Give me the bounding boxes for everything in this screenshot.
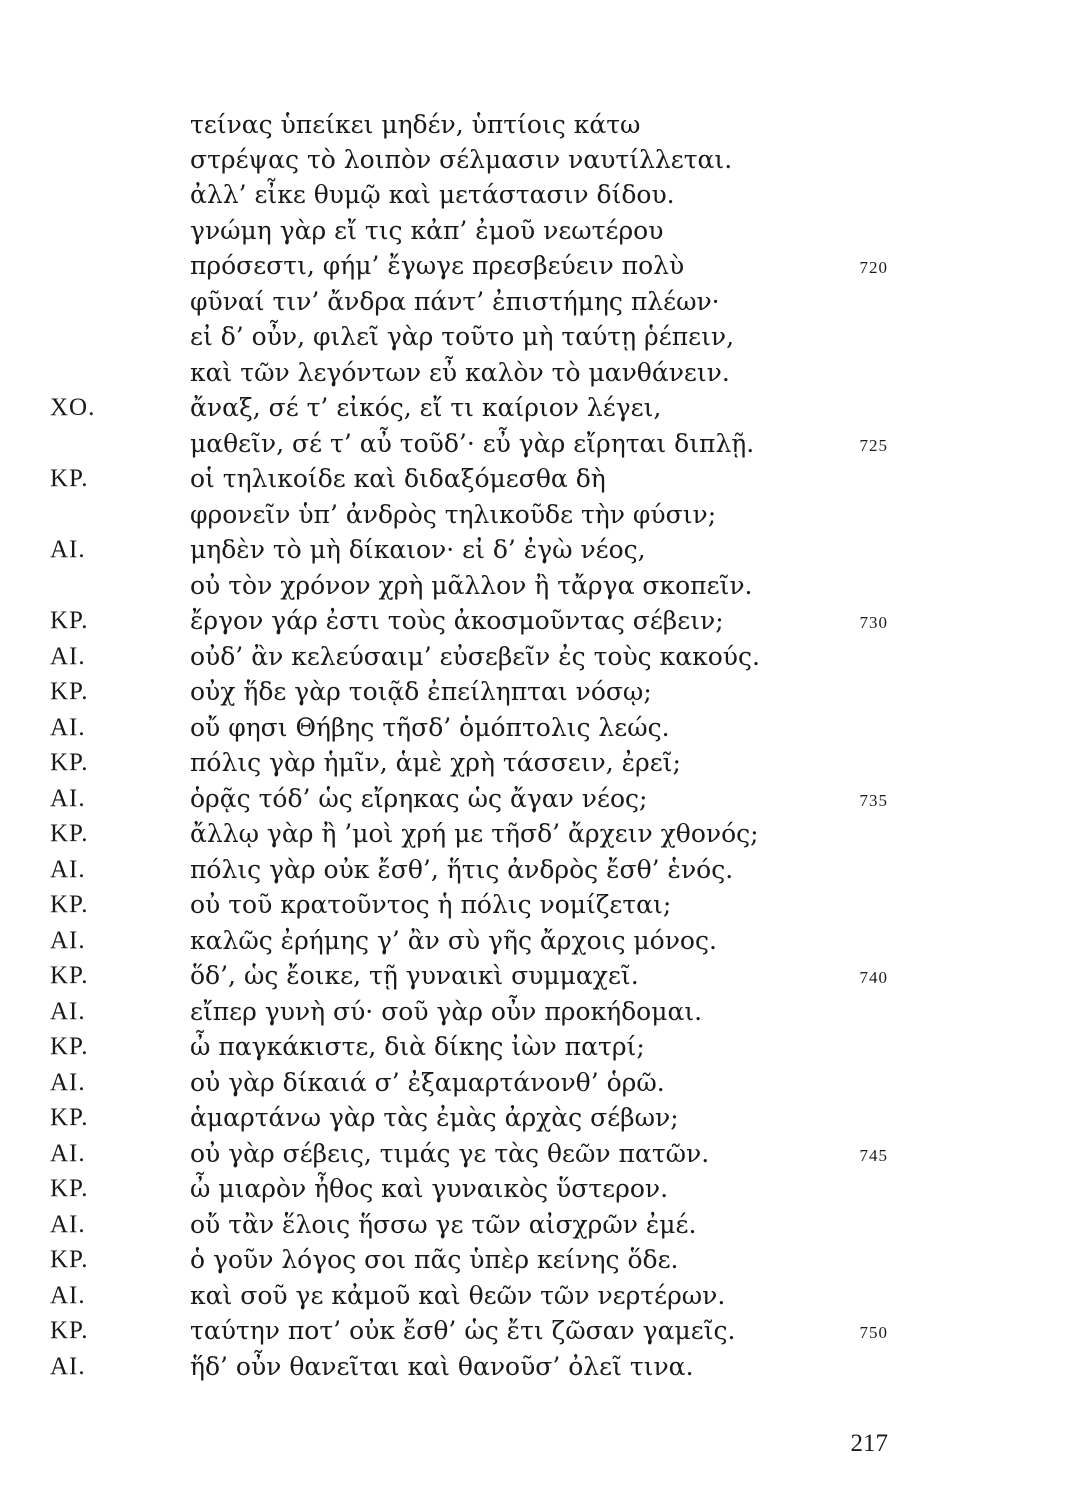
- line-number: 730: [859, 613, 888, 632]
- verse-text: μηδὲν τὸ μὴ δίκαιον· εἰ δ’ ἐγὼ νέος,: [190, 535, 646, 564]
- verse-text: στρέψας τὸ λοιπὸν σέλμασιν ναυτίλλεται.: [190, 145, 733, 174]
- verse-text: οὔ φησι Θήβης τῆσδ’ ὁμόπτολις λεώς.: [190, 713, 670, 742]
- verse-line: [0, 781, 1072, 817]
- verse-text: οἱ τηλικοίδε καὶ διδαξόμεσθα δὴ: [190, 464, 606, 493]
- speaker-label: ΚΡ.: [50, 1033, 89, 1060]
- verse-line: [0, 390, 1072, 426]
- verse-line: [0, 1100, 1072, 1136]
- verse-line: [0, 1171, 1072, 1207]
- verse-line: [0, 745, 1072, 781]
- speaker-label: ΧΟ.: [50, 394, 96, 421]
- verse-line: [0, 213, 1072, 249]
- speaker-label: ΚΡ.: [50, 1317, 89, 1344]
- verse-line: [0, 958, 1072, 994]
- verse-line: [0, 319, 1072, 355]
- verse-text: οὐ γὰρ δίκαιά σ’ ἐξαμαρτάνονθ’ ὁρῶ.: [190, 1068, 665, 1097]
- speaker-label: ΑΙ.: [50, 1140, 86, 1167]
- verse-text: ταύτην ποτ’ οὐκ ἔσθ’ ὡς ἔτι ζῶσαν γαμεῖς.: [190, 1316, 736, 1345]
- page-number: 217: [850, 1430, 888, 1457]
- line-number: 740: [859, 968, 888, 987]
- verse-line: [0, 1349, 1072, 1385]
- verse-text: ἁμαρτάνω γὰρ τὰς ἐμὰς ἀρχὰς σέβων;: [190, 1103, 679, 1132]
- speaker-label: ΑΙ.: [50, 1353, 86, 1380]
- speaker-label: ΑΙ.: [50, 643, 86, 670]
- verse-line: [0, 1136, 1072, 1172]
- verse-line: [0, 1278, 1072, 1314]
- verse-line: [0, 355, 1072, 391]
- speaker-label: ΑΙ.: [50, 927, 86, 954]
- line-number: 720: [859, 258, 888, 277]
- speaker-label: ΑΙ.: [50, 1069, 86, 1096]
- verse-text: ἄλλῳ γὰρ ἢ ’μοὶ χρή με τῆσδ’ ἄρχειν χθονός;: [190, 819, 759, 848]
- verse-line: [0, 994, 1072, 1030]
- speaker-label: ΑΙ.: [50, 714, 86, 741]
- speaker-label: ΑΙ.: [50, 785, 86, 812]
- verse-line: [0, 532, 1072, 568]
- line-number: 735: [859, 791, 888, 810]
- verse-text: ὅδ’, ὡς ἔοικε, τῇ γυναικὶ συμμαχεῖ.: [190, 961, 639, 990]
- verse-line: [0, 710, 1072, 746]
- verse-line: [0, 177, 1072, 213]
- verse-text: τείνας ὑπείκει μηδέν, ὑπτίοις κάτω: [190, 110, 641, 139]
- verse-text: οὐδ’ ἂν κελεύσαιμ’ εὐσεβεῖν ἐς τοὺς κακούς.: [190, 642, 760, 671]
- verse-line: [0, 1313, 1072, 1349]
- verse-line: [0, 1242, 1072, 1278]
- speaker-label: ΑΙ.: [50, 536, 86, 563]
- verse-text: καὶ σοῦ γε κἀμοῦ καὶ θεῶν τῶν νερτέρων.: [190, 1281, 726, 1310]
- speaker-label: ΚΡ.: [50, 607, 89, 634]
- verse-text: οὐ τοῦ κρατοῦντος ἡ πόλις νομίζεται;: [190, 890, 672, 919]
- verse-line: [0, 816, 1072, 852]
- verse-text: φρονεῖν ὑπ’ ἀνδρὸς τηλικοῦδε τὴν φύσιν;: [190, 500, 717, 529]
- verse-line: [0, 568, 1072, 604]
- verse-line: [0, 107, 1072, 143]
- line-number: 745: [859, 1146, 888, 1165]
- verse-text: πόλις γὰρ οὐκ ἔσθ’, ἥτις ἀνδρὸς ἔσθ’ ἑνός.: [190, 855, 734, 884]
- verse-text: οὐ τὸν χρόνον χρὴ μᾶλλον ἢ τἄργα σκοπεῖν.: [190, 571, 753, 600]
- line-number: 750: [859, 1323, 888, 1342]
- verse-text: οὐχ ἥδε γὰρ τοιᾷδ ἐπείληπται νόσῳ;: [190, 677, 652, 706]
- verse-line: [0, 639, 1072, 675]
- verse-line: [0, 674, 1072, 710]
- verse-text: ἥδ’ οὖν θανεῖται καὶ θανοῦσ’ ὀλεῖ τινα.: [190, 1352, 694, 1381]
- speaker-label: ΚΡ.: [50, 962, 89, 989]
- verse-text: οὐ γὰρ σέβεις, τιμάς γε τὰς θεῶν πατῶν.: [190, 1139, 710, 1168]
- verse-text: ἄναξ, σέ τ’ εἰκός, εἴ τι καίριον λέγει,: [190, 393, 662, 422]
- verse-text: φῦναί τιν’ ἄνδρα πάντ’ ἐπιστήμης πλέων·: [190, 287, 720, 316]
- verse-text: εἰ δ’ οὖν, φιλεῖ γὰρ τοῦτο μὴ ταύτῃ ῥέπειν,: [190, 322, 735, 351]
- verse-text: γνώμη γὰρ εἴ τις κἀπ’ ἐμοῦ νεωτέρου: [190, 216, 664, 245]
- speaker-label: ΚΡ.: [50, 820, 89, 847]
- speaker-label: ΑΙ.: [50, 1282, 86, 1309]
- verse-text: ὦ παγκάκιστε, διὰ δίκης ἰὼν πατρί;: [190, 1032, 645, 1061]
- line-number: 725: [859, 436, 888, 455]
- verse-line: [0, 284, 1072, 320]
- verse-line: [0, 248, 1072, 284]
- verse-line: [0, 923, 1072, 959]
- verse-text: ὁρᾷς τόδ’ ὡς εἴρηκας ὡς ἄγαν νέος;: [190, 784, 648, 813]
- verse-line: [0, 1065, 1072, 1101]
- speaker-label: ΚΡ.: [50, 1175, 89, 1202]
- speaker-label: ΚΡ.: [50, 749, 89, 776]
- verse-line: [0, 497, 1072, 533]
- speaker-label: ΑΙ.: [50, 1211, 86, 1238]
- verse-line: [0, 142, 1072, 178]
- verse-text: εἴπερ γυνὴ σύ· σοῦ γὰρ οὖν προκήδομαι.: [190, 997, 703, 1026]
- verse-line: [0, 426, 1072, 462]
- speaker-label: ΚΡ.: [50, 891, 89, 918]
- speaker-label: ΚΡ.: [50, 465, 89, 492]
- verse-text: οὔ τἂν ἕλοις ἥσσω γε τῶν αἰσχρῶν ἐμέ.: [190, 1210, 697, 1239]
- verse-text: ἀλλ’ εἶκε θυμῷ καὶ μετάστασιν δίδου.: [190, 180, 675, 209]
- verse-line: [0, 603, 1072, 639]
- verse-text: μαθεῖν, σέ τ’ αὖ τοῦδ’· εὖ γὰρ εἴρηται διπλῇ.: [190, 429, 755, 458]
- verse-line: [0, 1029, 1072, 1065]
- verse-text: καὶ τῶν λεγόντων εὖ καλὸν τὸ μανθάνειν.: [190, 358, 730, 387]
- verse-line: [0, 461, 1072, 497]
- speaker-label: ΚΡ.: [50, 1104, 89, 1131]
- speaker-label: ΑΙ.: [50, 998, 86, 1025]
- verse-text: ὦ μιαρὸν ἦθος καὶ γυναικὸς ὕστερον.: [190, 1174, 669, 1203]
- speaker-label: ΑΙ.: [50, 856, 86, 883]
- verse-text: πόλις γὰρ ἡμῖν, ἁμὲ χρὴ τάσσειν, ἐρεῖ;: [190, 748, 681, 777]
- speaker-label: ΚΡ.: [50, 678, 89, 705]
- verse-text: καλῶς ἐρήμης γ’ ἂν σὺ γῆς ἄρχοις μόνος.: [190, 926, 717, 955]
- verse-line: [0, 887, 1072, 923]
- verse-line: [0, 852, 1072, 888]
- speaker-label: ΚΡ.: [50, 1246, 89, 1273]
- verse-text: ἔργον γάρ ἐστι τοὺς ἀκοσμοῦντας σέβειν;: [190, 606, 724, 635]
- verse-line: [0, 1207, 1072, 1243]
- verse-text: ὁ γοῦν λόγος σοι πᾶς ὑπὲρ κείνης ὅδε.: [190, 1245, 679, 1274]
- verse-text: πρόσεστι, φήμ’ ἔγωγε πρεσβεύειν πολὺ: [190, 251, 685, 280]
